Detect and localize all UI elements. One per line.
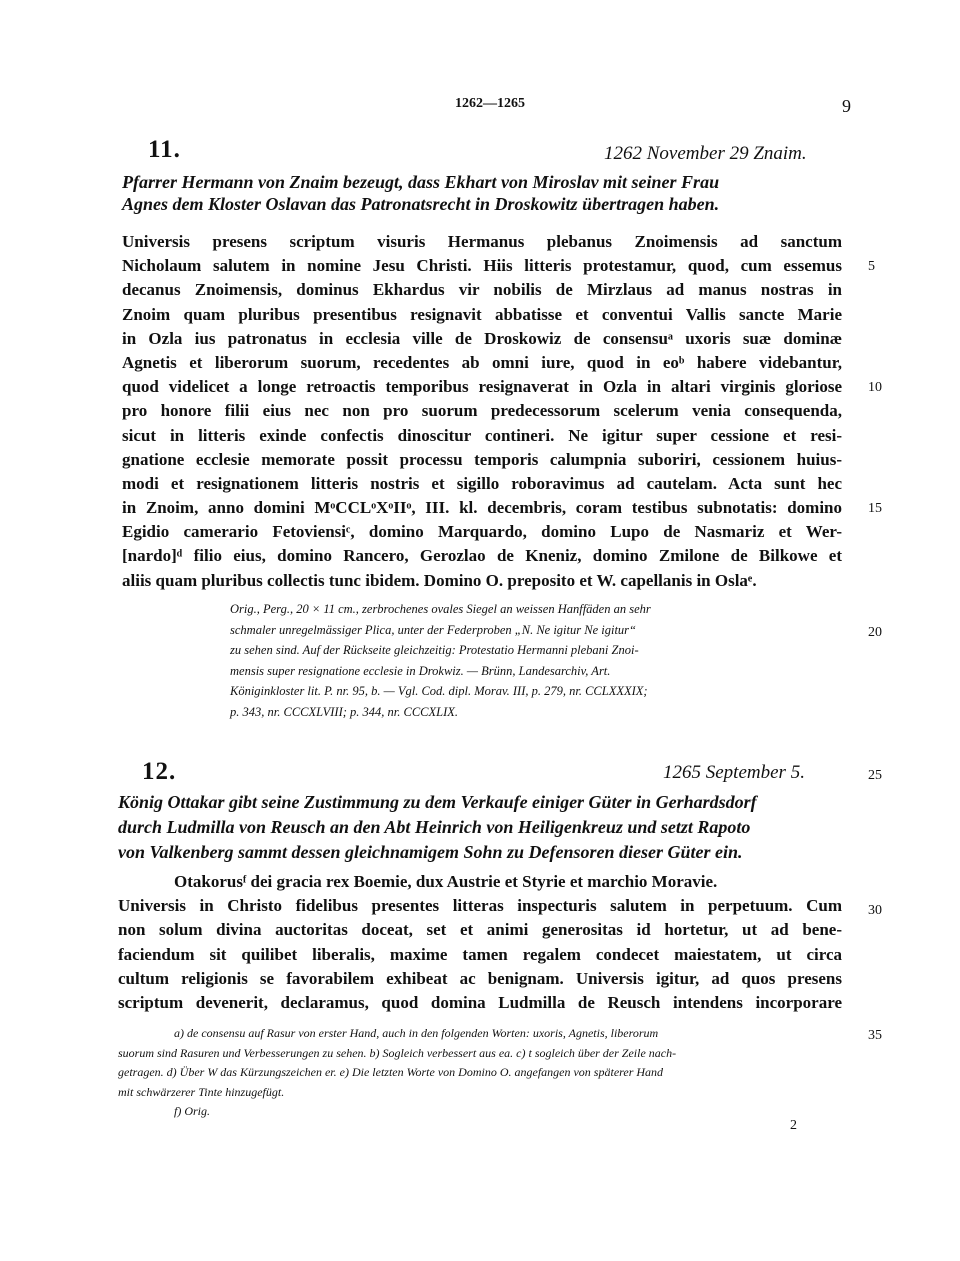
text-line: Egidio camerario Fetoviensiᶜ, domino Marquardo, domino Lupo de Nasmariz et Wer- [122, 522, 842, 542]
text-line: Universis in Christo fidelibus presentes litteras inspecturis salutem in perpetuum. Cum [118, 896, 842, 916]
text-line: decanus Znoimensis, dominus Ekhardus vir nobilis de Mirzlaus ad manus nostras in [122, 280, 842, 300]
text-line: Nicholaum salutem in nomine Jesu Christi. Hiis litteris protestamur, quod, cum essemus [122, 256, 842, 276]
margin-line-number: 10 [868, 380, 882, 395]
text-line: non solum divina auctoritas doceat, set et animi generositas id hortetur, ut ad bene- [118, 920, 842, 940]
text-line: faciendum sit quilibet liberalis, maxime tamen regalem condecet maiestatem, ut circa [118, 944, 842, 964]
margin-line-number: 35 [868, 1028, 882, 1043]
text-line: Agnetis et liberorum suorum, recedentes ab omni iure, quod in eoᵇ habere videbantur, [122, 352, 842, 372]
text-line: Znoim quam pluribus presentibus resignavit abbatisse et conventui Vallis sancte Marie [122, 304, 842, 324]
text-line: in Znoim, anno domini MᵒCCLᵒXᵒIIᵒ, III. kl. decembris, coram testibus subnotatis: domino [122, 498, 842, 518]
margin-line-number: 5 [868, 259, 875, 274]
footnote-line: mit schwärzerer Tinte hinzugefügt. [118, 1084, 285, 1099]
margin-line-number: 20 [868, 625, 882, 640]
text-line: sicut in litteris exinde confectis dinoscitur contineri. Ne igitur super cessione et resi- [122, 425, 842, 445]
text-line: cultum religionis se favorabilem exhibeat ac benignam. Universis igitur, ad quos presens [118, 968, 842, 988]
charter-12-text [118, 870, 842, 1015]
footnote-line: a) de consensu auf Rasur von erster Hand, auch in den folgenden Worten: uxoris, Agnetis, liberorum [174, 1026, 659, 1040]
margin-line-number: 15 [868, 501, 882, 516]
text-line: in Ozla ius patronatus in ecclesia ville de Droskowiz de consensuᵃ uxoris suæ dominæ [122, 328, 842, 348]
apparatus-line: Orig., Perg., 20 × 11 cm., zerbrochenes ovales Siegel an weissen Hanffäden an sehr [230, 602, 651, 616]
charter-12-date: 1265 September 5. [663, 762, 805, 783]
running-head: 1262—1265 [455, 96, 525, 111]
charter-12-regest [118, 792, 842, 867]
text-line: pro honore filii eius nec non pro suorum predecessorum scelerum venia consequenda, [122, 401, 842, 421]
footnote-line: f) Orig. [174, 1104, 210, 1118]
charter-11-date: 1262 November 29 Znaim. [604, 143, 807, 164]
regest-line: durch Ludmilla von Reusch an den Abt Heinrich von Heiligenkreuz und setzt Rapoto [118, 817, 751, 837]
regest-line: Pfarrer Hermann von Znaim bezeugt, dass Ekhart von Miroslav mit seiner Frau [122, 172, 720, 192]
text-line: modi et resignationem litteris nostris et sigillo roboravimus ad cautelam. Acta sunt hec [122, 473, 842, 493]
charter-11-regest [122, 172, 842, 216]
apparatus-line: Königinkloster lit. P. nr. 95, b. — Vgl. Cod. dipl. Morav. III, p. 279, nr. CCLXXXIX; [230, 684, 648, 698]
regest-line: von Valkenberg sammt dessen gleichnamigem Sohn zu Defensoren dieser Güter ein. [118, 842, 743, 862]
margin-line-number: 25 [868, 768, 882, 783]
signature-mark: 2 [790, 1118, 797, 1133]
charter-11-apparatus [230, 599, 842, 722]
charter-number-11: 11. [148, 136, 181, 163]
charter-number-12: 12. [142, 758, 177, 785]
text-line: quod videlicet a longe retroactis temporibus resignaverat in Ozla in altari virginis gloriose [122, 377, 842, 397]
text-line: [nardo]ᵈ filio eius, domino Rancero, Gerozlao de Kneniz, domino Zmilone de Bilkowe et [122, 546, 842, 566]
text-line: Otakorusᶠ dei gracia rex Boemie, dux Austrie et Styrie et marchio Moravie. [174, 872, 718, 891]
apparatus-line: mensis super resignatione ecclesie in Drokwiz. — Brünn, Landesarchiv, Art. [230, 663, 611, 678]
page-header [0, 96, 960, 116]
text-line: gnatione ecclesie memorate possit processu temporis calumpnia suboriri, cessionem huius- [122, 449, 842, 469]
regest-line: König Ottakar gibt seine Zustimmung zu dem Verkaufe einiger Güter in Gerhardsdorf [118, 792, 757, 812]
apparatus-line: zu sehen sind. Auf der Rückseite gleichzeitig: Protestatio Hermanni plebani Znoi- [230, 643, 639, 657]
page-number: 9 [842, 96, 851, 116]
charter-11-text [122, 230, 842, 593]
footnote-line: getragen. d) Über W das Kürzungszeichen er. e) Die letzten Worte von Domino O. angefangen von späterer Hand [118, 1065, 664, 1079]
text-line: scriptum devenerit, declaramus, quod domina Ludmilla de Reusch intendens incorporare [118, 992, 842, 1012]
apparatus-line: schmaler unregelmässiger Plica, unter der Federproben „N. Ne igitur Ne igitur“ [230, 622, 636, 637]
margin-line-number: 30 [868, 903, 882, 918]
text-line: Universis presens scriptum visuris Hermanus plebanus Znoimensis ad sanctum [122, 232, 842, 251]
regest-line: Agnes dem Kloster Oslavan das Patronatsrecht in Droskowitz übertragen haben. [122, 194, 720, 214]
text-line: aliis quam pluribus collectis tunc ibidem. Domino O. preposito et W. capellanis in Oslaᵉ. [122, 570, 757, 590]
apparatus-line: p. 343, nr. CCCXLVIII; p. 344, nr. CCCXLIX. [230, 704, 459, 719]
footnotes [118, 1024, 848, 1122]
footnote-line: suorum sind Rasuren und Verbesserungen zu sehen. b) Sogleich verbessert aus ea. c) t sogleich über der Zeile nach- [118, 1045, 677, 1060]
